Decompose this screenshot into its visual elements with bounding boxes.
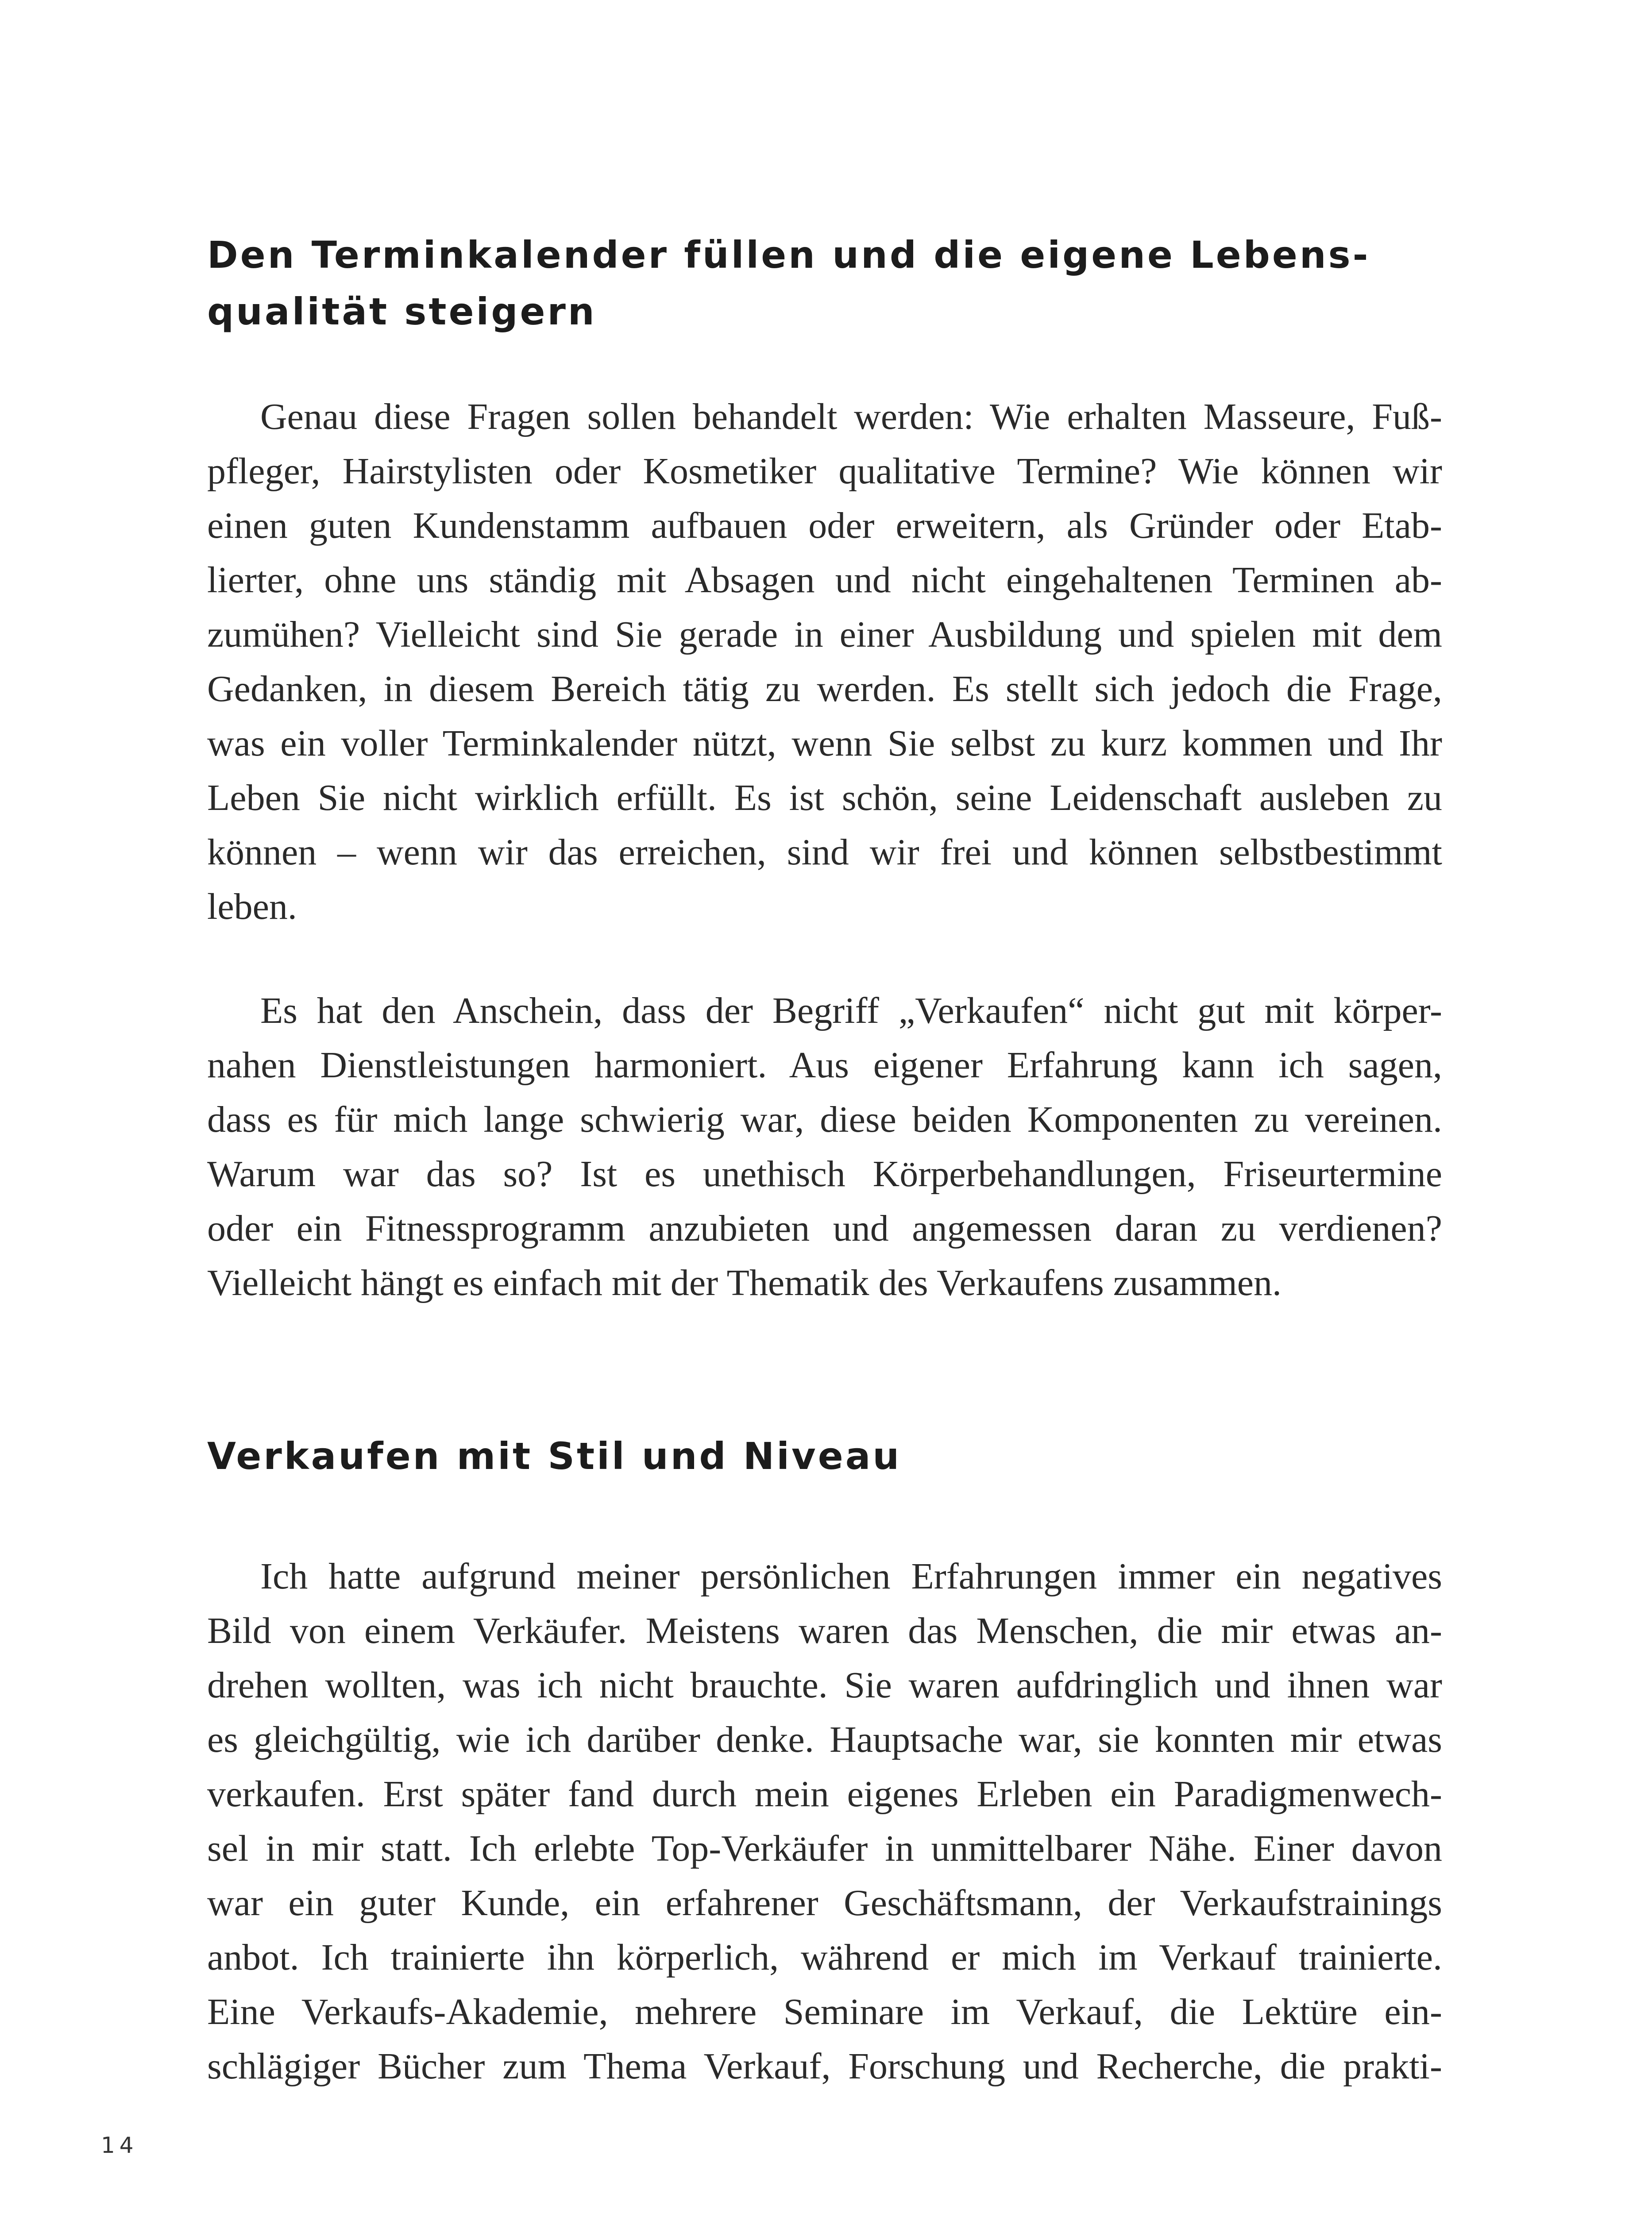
text-line: Vielleicht hängt es einfach mit der Thematik des Verkaufens zusammen. xyxy=(207,1262,1282,1303)
paragraph-fragen xyxy=(207,389,1442,934)
text-line: Warum war das so? Ist es unethisch Körperbehandlungen, Friseurtermine xyxy=(207,1153,1442,1195)
page-number: 14 xyxy=(101,2132,138,2158)
text-line: war ein guter Kunde, ein erfahrener Geschäftsmann, der Verkaufstrainings xyxy=(207,1882,1442,1924)
text-line: Genau diese Fragen sollen behandelt werden: Wie erhalten Masseure, Fuß- xyxy=(260,396,1442,437)
text-line: sel in mir statt. Ich erlebte Top-Verkäufer in unmittelbarer Nähe. Einer davon xyxy=(207,1828,1442,1869)
text-line: dass es für mich lange schwierig war, diese beiden Komponenten zu vereinen. xyxy=(207,1099,1442,1140)
text-line: Bild von einem Verkäufer. Meistens waren das Menschen, die mir etwas an- xyxy=(207,1610,1442,1651)
text-line: können – wenn wir das erreichen, sind wir frei und können selbstbestimmt xyxy=(207,832,1442,873)
text-line: was ein voller Terminkalender nützt, wenn Sie selbst zu kurz kommen und Ihr xyxy=(207,723,1442,764)
heading-line: qualität steigern xyxy=(207,290,597,333)
paragraph-verkaeufer xyxy=(207,1549,1442,2093)
text-line: Eine Verkaufs-Akademie, mehrere Seminare im Verkauf, die Lektüre ein- xyxy=(207,1991,1442,2032)
text-line: lierter, ohne uns ständig mit Absagen und nicht eingehaltenen Terminen ab- xyxy=(207,559,1442,601)
section-heading-verkaufen xyxy=(207,1428,1442,1484)
text-line: verkaufen. Erst später fand durch mein eigenes Erleben ein Paradigmenwech- xyxy=(207,1773,1442,1815)
text-line: pfleger, Hairstylisten oder Kosmetiker qualitative Termine? Wie können wir xyxy=(207,451,1442,492)
text-line: drehen wollten, was ich nicht brauchte. Sie waren aufdringlich und ihnen war xyxy=(207,1665,1442,1706)
text-line: Es hat den Anschein, dass der Begriff „Verkaufen“ nicht gut mit körper- xyxy=(260,990,1442,1031)
text-line: anbot. Ich trainierte ihn körperlich, während er mich im Verkauf trainierte. xyxy=(207,1937,1442,1978)
text-line: einen guten Kundenstamm aufbauen oder erweitern, als Gründer oder Etab- xyxy=(207,505,1442,546)
text-line: zumühen? Vielleicht sind Sie gerade in einer Ausbildung und spielen mit dem xyxy=(207,614,1442,655)
text-line: nahen Dienstleistungen harmoniert. Aus eigener Erfahrung kann ich sagen, xyxy=(207,1045,1442,1086)
text-line: es gleichgültig, wie ich darüber denke. Hauptsache war, sie konnten mir etwas xyxy=(207,1719,1442,1760)
section-heading-terminkalender xyxy=(207,227,1442,340)
text-line: schlägiger Bücher zum Thema Verkauf, Forschung und Recherche, die prakti- xyxy=(207,2046,1442,2087)
text-line: Gedanken, in diesem Bereich tätig zu werden. Es stellt sich jedoch die Frage, xyxy=(207,668,1442,709)
heading-line: Den Terminkalender füllen und die eigene Lebens- xyxy=(207,233,1370,277)
text-line: leben. xyxy=(207,886,297,927)
text-line: Ich hatte aufgrund meiner persönlichen Erfahrungen immer ein negatives xyxy=(260,1556,1442,1597)
text-line: oder ein Fitnessprogramm anzubieten und angemessen daran zu verdienen? xyxy=(207,1208,1442,1249)
text-line: Leben Sie nicht wirklich erfüllt. Es ist schön, seine Leidenschaft ausleben zu xyxy=(207,777,1442,818)
heading-line: Verkaufen mit Stil und Niveau xyxy=(207,1434,902,1478)
paragraph-anschein xyxy=(207,983,1442,1310)
